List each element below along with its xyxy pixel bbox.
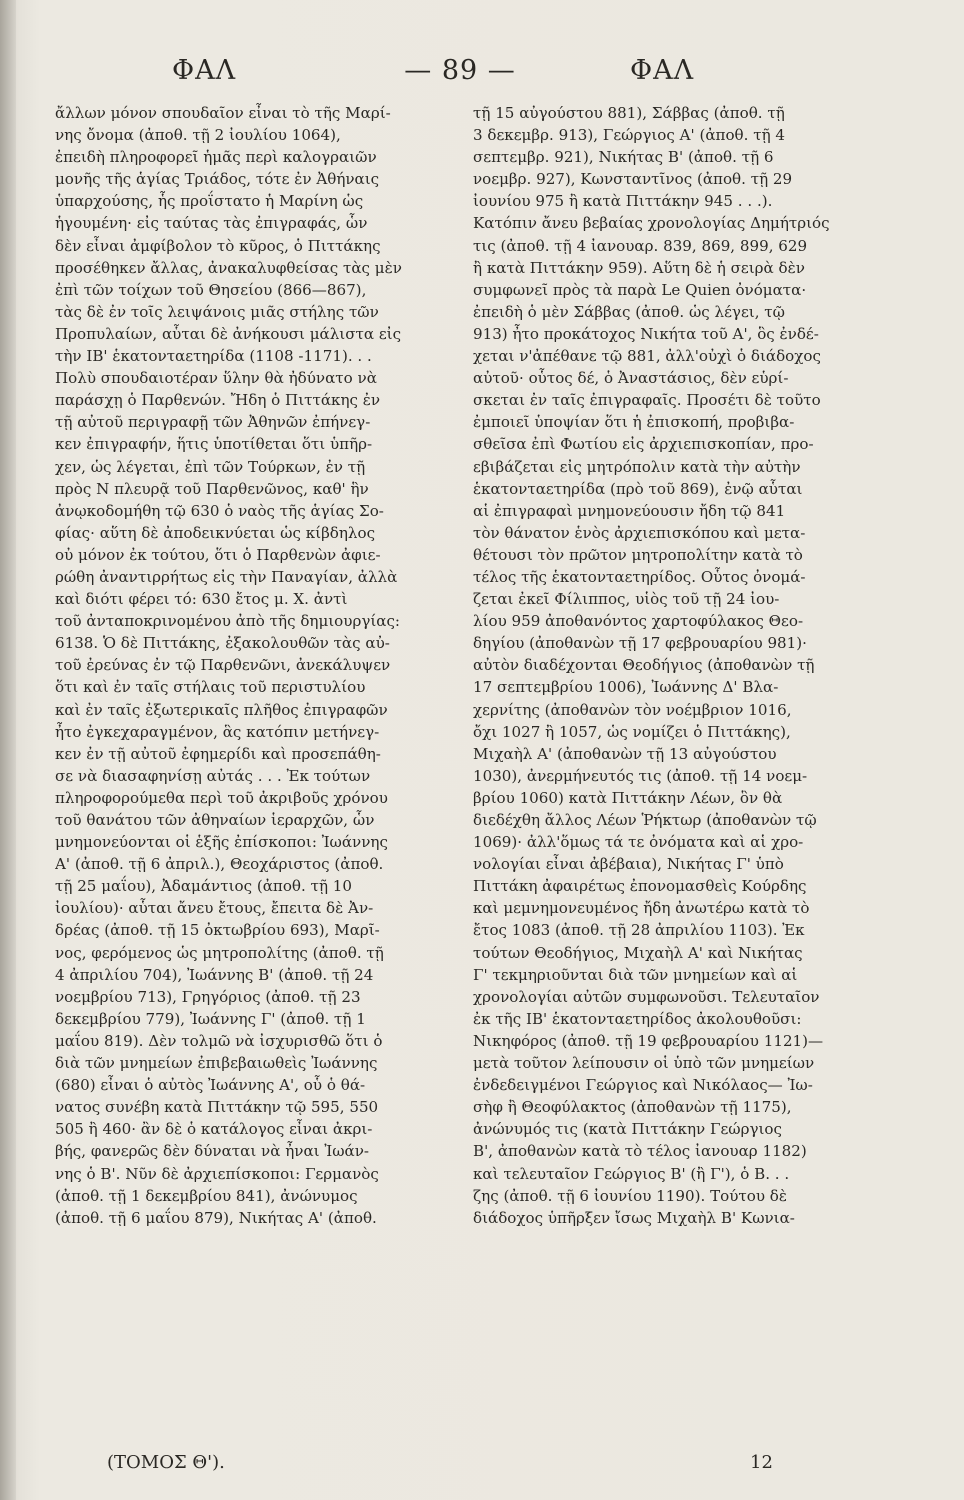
text-line: τὸν θάνατον ἑνὸς ἀρχιεπισκόπου καὶ μετα- (473, 523, 806, 542)
text-line: φίας· αὕτη δὲ ἀποδεικνύεται ὡς κίβδηλος (55, 523, 376, 542)
text-line: νοεμβρίου 713), Γρηγόριος (ἀποθ. τῇ 23 (55, 987, 361, 1006)
text-line: σὴφ ἢ Θεοφύλακτος (ἀποθανὼν τῇ 1175), (473, 1098, 792, 1117)
text-line: Β', ἀποθανὼν κατὰ τὸ τέλος ἰανουαρ 1182) (473, 1142, 807, 1161)
text-line: αὐτοῦ· οὗτος δέ, ὁ Ἀναστάσιος, δὲν εὑρί- (473, 369, 789, 388)
text-line: 505 ἢ 460· ἂν δὲ ὁ κατάλογος εἶναι ἀκρι- (55, 1120, 373, 1139)
text-line: ἑκατονταετηρίδα (πρὸ τοῦ 869), ἐνῷ αὗται (473, 479, 803, 498)
text-line: Προπυλαίων, αὗται δὲ ἀνήκουσι μάλιστα εἰς (55, 324, 402, 343)
text-line: βρίου 1060) κατὰ Πιττάκην Λέων, ὃν θὰ (473, 788, 783, 807)
text-line: χερνίτης (ἀποθανὼν τὸν νοέμβριον 1016, (473, 700, 792, 719)
page-number: — 89 — (404, 55, 516, 86)
text-line: παράσχῃ ὁ Παρθενών. Ἤδη ὁ Πιττάκης ἐν (55, 391, 381, 410)
text-line: αἱ ἐπιγραφαὶ μνημονεύουσιν ἤδη τῷ 841 (473, 501, 786, 520)
text-line: ὅτι καὶ ἐν ταῖς στήλαις τοῦ περιστυλίου (55, 678, 366, 697)
text-line: καὶ διότι φέρει τό: 630 ἔτος μ. Χ. ἀντὶ (55, 590, 348, 609)
text-line: εβιβάζεται εἰς μητρόπολιν κατὰ τὴν αὐτὴν (473, 457, 801, 476)
text-line: μνημονεύονται οἱ ἑξῆς ἐπίσκοποι: Ἰωάννης (55, 833, 388, 852)
text-line: καὶ μεμνημονευμένος ἤδη ἀνωτέρω κατὰ τὸ (473, 899, 810, 918)
text-line: ρώθη ἀναντιρρήτως εἰς τὴν Παναγίαν, ἀλλὰ (55, 567, 398, 586)
text-line: διάδοχος ὑπῆρξεν ἴσως Μιχαὴλ Β' Κωνια- (473, 1208, 795, 1227)
text-line: 3 δεκεμβρ. 913), Γεώργιος Α' (ἀποθ. τῇ 4 (473, 126, 786, 145)
running-header (60, 55, 900, 95)
header-left-keyword: ΦΑΛ (172, 55, 237, 86)
text-line: ἔτος 1083 (ἀποθ. τῇ 28 ἀπριλίου 1103). Ἐκ (473, 921, 805, 940)
text-line: ἄλλων μόνον σπουδαῖον εἶναι τὸ τῆς Μαρί- (55, 104, 391, 122)
text-line: 913) ἦτο προκάτοχος Νικήτα τοῦ Α', ὃς ἐνδέ- (473, 324, 819, 343)
text-line: ἡγουμένη· εἰς ταύτας τὰς ἐπιγραφάς, ὧν (55, 214, 368, 233)
text-line: 17 σεπτεμβρίου 1006), Ἰωάννης Δ' Βλα- (473, 678, 779, 697)
text-line: τοῦ ἐρεύνας ἐν τῷ Παρθενῶνι, ἀνεκάλυψεν (55, 656, 391, 675)
text-line: χρονολογίαι αὐτῶν συμφωνοῦσι. Τελευταῖον (473, 987, 820, 1006)
text-line: τέλος τῆς ἑκατονταετηρίδος. Οὗτος ὀνομά- (473, 567, 806, 586)
text-line: ἰουνίου 975 ἢ κατὰ Πιττάκην 945 . . .). (473, 192, 773, 211)
text-line: βής, φανερῶς δὲν δύναται νὰ ἦναι Ἰωάν- (55, 1142, 369, 1161)
text-line: (680) εἶναι ὁ αὐτὸς Ἰωάννης Α', οὗ ὁ θά- (55, 1076, 366, 1095)
text-line: τις (ἀποθ. τῇ 4 ἰανουαρ. 839, 869, 899, 629 (473, 236, 808, 255)
text-line: δεκεμβρίου 779), Ἰωάννης Γ' (ἀποθ. τῇ 1 (55, 1009, 366, 1028)
text-line: καὶ ἐν ταῖς ἐξωτερικαῖς πλῆθος ἐπιγραφῶν (55, 700, 388, 719)
text-line: Νικηφόρος (ἀποθ. τῇ 19 φεβρουαρίου 1121)— (473, 1031, 824, 1050)
signature-mark: 12 (750, 1452, 773, 1473)
text-line: ἀνῳκοδομήθη τῷ 630 ὁ ναὸς τῆς ἁγίας Σο- (55, 501, 384, 520)
text-line: δηγίου (ἀποθανὼν τῇ 17 φεβρουαρίου 981)· (473, 634, 807, 653)
text-line: ἐπειδὴ πληροφορεῖ ἡμᾶς περὶ καλογραιῶν (55, 148, 377, 167)
text-line: ἰουλίου)· αὗται ἄνευ ἔτους, ἔπειτα δὲ Ἀν- (55, 899, 374, 918)
text-line: ὄχι 1027 ἢ 1057, ὡς νομίζει ὁ Πιττάκης), (473, 722, 791, 741)
text-line: Γ' τεκμηριοῦνται διὰ τῶν μνημείων καὶ αἱ (473, 965, 798, 984)
text-line: Κατόπιν ἄνευ βεβαίας χρονολογίας Δημήτριός (473, 214, 830, 233)
text-line: Πιττάκη ἀφαιρέτως ἐπονομασθεὶς Κούρδης (473, 877, 807, 896)
text-line: διὰ τῶν μνημείων ἐπιβεβαιωθεὶς Ἰωάννης (55, 1054, 378, 1073)
text-line: (ἀποθ. τῇ 6 μαΐου 879), Νικήτας Α' (ἀποθ. (55, 1208, 377, 1227)
text-line: διεδέχθη ἄλλος Λέων Ῥήκτωρ (ἀποθανὼν τῷ (473, 811, 817, 829)
text-line: τῇ αὐτοῦ περιγραφῇ τῶν Ἀθηνῶν ἐπήνεγ- (55, 413, 371, 432)
text-line: θέτουσι τὸν πρῶτον μητροπολίτην κατὰ τὸ (473, 545, 803, 564)
text-line: τοῦ θανάτου τῶν ἀθηναίων ἱεραρχῶν, ὧν (55, 811, 375, 829)
text-line: λίου 959 ἀποθανόντος χαρτοφύλακος Θεο- (473, 612, 804, 631)
text-line: ἦτο ἐγκεχαραγμένον, ἃς κατόπιν μετήνεγ- (55, 722, 380, 741)
page-footer (55, 1452, 905, 1480)
text-line: νης ὁ Β'. Νῦν δὲ ἀρχιεπίσκοποι: Γερμανὸς (55, 1164, 379, 1183)
text-line: νατος συνέβη κατὰ Πιττάκην τῷ 595, 550 (55, 1098, 379, 1117)
text-line: πληροφορούμεθα περὶ τοῦ ἀκριβοῦς χρόνου (55, 788, 388, 807)
text-line: σεπτεμβρ. 921), Νικήτας Β' (ἀποθ. τῇ 6 (473, 148, 774, 167)
text-line: νοεμβρ. 927), Κωνσταντῖνος (ἀποθ. τῇ 29 (473, 170, 793, 189)
text-line: χεν, ὡς λέγεται, ἐπὶ τῶν Τούρκων, ἐν τῇ (55, 457, 366, 476)
text-line: προσέθηκεν ἄλλας, ἀνακαλυφθείσας τὰς μὲν (55, 258, 402, 277)
text-line: ἐπειδὴ ὁ μὲν Σάββας (ἀποθ. ὡς λέγει, τῷ (473, 302, 785, 321)
text-line: (ἀποθ. τῇ 1 δεκεμβρίου 841), ἀνώνυμος (55, 1186, 358, 1205)
text-line: μετὰ τοῦτον λείπουσιν οἱ ὑπὸ τῶν μνημείων (473, 1054, 815, 1073)
text-line: τὴν ΙΒ' ἑκατονταετηρίδα (1108 -1171). . . (55, 347, 372, 366)
text-line: τούτων Θεοδήγιος, Μιχαὴλ Α' καὶ Νικήτας (473, 943, 803, 962)
text-line: ἐμποιεῖ ὑποψίαν ὅτι ἡ ἐπισκοπή, προβιβα- (473, 413, 795, 432)
text-line: κεν ἐν τῇ αὐτοῦ ἐφημερίδι καὶ προσεπάθη- (55, 744, 381, 763)
text-line: ἐκ τῆς ΙΒ' ἑκατονταετηρίδος ἀκολουθοῦσι: (473, 1009, 802, 1028)
text-line: σκεται ἐν ταῖς ἐπιγραφαῖς. Προσέτι δὲ τοῦτο (473, 391, 821, 410)
text-line: τῇ 15 αὐγούστου 881), Σάββας (ἀποθ. τῇ (473, 104, 785, 122)
text-line: αὐτὸν διαδέχονται Θεοδήγιος (ἀποθανὼν τῇ (473, 656, 815, 675)
text-line: ζης (ἀποθ. τῇ 6 ἰουνίου 1190). Τούτου δὲ (473, 1186, 787, 1205)
text-line: σθεῖσα ἐπὶ Φωτίου εἰς ἀρχιεπισκοπίαν, προ- (473, 435, 814, 454)
header-right-keyword: ΦΑΛ (630, 55, 695, 86)
text-line: τὰς δὲ ἐν τοῖς λειψάνοις μιᾶς στήλης τῶν (55, 302, 379, 321)
text-line: Πολὺ σπουδαιοτέραν ὕλην θὰ ἠδύνατο νὰ (55, 369, 377, 388)
text-line: ἐπὶ τῶν τοίχων τοῦ Θησείου (866—867), (55, 280, 367, 299)
text-line: δρέας (ἀποθ. τῇ 15 ὀκτωβρίου 693), Μαρῖ- (55, 921, 380, 940)
text-line: μαΐου 819). Δὲν τολμῶ νὰ ἰσχυρισθῶ ὅτι ὁ (55, 1031, 383, 1050)
text-line: 1069)· ἀλλ'ὅμως τά τε ὀνόματα καὶ αἱ χρο- (473, 833, 804, 852)
text-line: ἀνώνυμός τις (κατὰ Πιττάκην Γεώργιος (473, 1120, 782, 1139)
text-line: ἐνδεδειγμένοι Γεώργιος καὶ Νικόλαος— Ἰω- (473, 1076, 813, 1095)
text-line: 1030), ἀνερμήνευτός τις (ἀποθ. τῇ 14 νοεμ- (473, 766, 808, 785)
text-line: ἢ κατὰ Πιττάκην 959). Αὕτη δὲ ἡ σειρὰ δὲν (473, 258, 805, 277)
left-text-column (55, 102, 443, 1229)
text-line: 4 ἀπριλίου 704), Ἰωάννης Β' (ἀποθ. τῇ 24 (55, 965, 374, 984)
text-line: Α' (ἀποθ. τῇ 6 ἀπριλ.), Θεοχάριστος (ἀποθ. (55, 855, 384, 874)
right-text-column (473, 102, 861, 1229)
text-line: συμφωνεῖ πρὸς τὰ παρὰ Le Quien ὀνόματα· (473, 280, 807, 299)
text-line: μονῆς τῆς ἁγίας Τριάδος, τότε ἐν Ἀθήναις (55, 170, 380, 189)
text-line: σε νὰ διασαφηνίσῃ αὐτάς . . . Ἐκ τούτων (55, 766, 371, 785)
text-line: Μιχαὴλ Α' (ἀποθανὼν τῇ 13 αὐγούστου (473, 744, 777, 763)
text-line: κεν ἐπιγραφήν, ἥτις ὑποτίθεται ὅτι ὑπῆρ- (55, 435, 373, 454)
text-line: χεται ν'ἀπέθανε τῷ 881, ἀλλ'οὐχὶ ὁ διάδοχος (473, 347, 821, 366)
text-line: νης ὄνομα (ἀποθ. τῇ 2 ἰουλίου 1064), (55, 126, 341, 145)
text-line: τοῦ ἀνταποκρινομένου ἀπὸ τῆς δημιουργίας: (55, 612, 400, 631)
text-line: ὑπαρχούσης, ἧς προΐστατο ἡ Μαρίνη ὡς (55, 192, 364, 211)
text-line: 6138. Ὁ δὲ Πιττάκης, ἐξακολουθῶν τὰς αὐ- (55, 634, 390, 653)
text-line: νολογίαι εἶναι ἀβέβαια), Νικήτας Γ' ὑπὸ (473, 855, 784, 874)
volume-label: (ΤΟΜΟΣ Θ'). (107, 1452, 225, 1473)
text-line: οὐ μόνον ἐκ τούτου, ὅτι ὁ Παρθενὼν ἀφιε- (55, 545, 381, 564)
text-line: δὲν εἶναι ἀμφίβολον τὸ κῦρος, ὁ Πιττάκης (55, 236, 381, 255)
text-line: τῇ 25 μαΐου), Ἀδαμάντιος (ἀποθ. τῇ 10 (55, 877, 352, 896)
text-line: πρὸς Ν πλευρᾷ τοῦ Παρθενῶνος, καθ' ἣν (55, 479, 369, 498)
text-line: νος, φερόμενος ὡς μητροπολίτης (ἀποθ. τῇ (55, 943, 384, 962)
text-line: καὶ τελευταῖον Γεώργιος Β' (ἢ Γ'), ὁ Β. . . (473, 1164, 790, 1183)
book-spine-edge (0, 0, 16, 1500)
text-line: ζεται ἐκεῖ Φίλιππος, υἱὸς τοῦ τῇ 24 ἰου- (473, 590, 780, 609)
